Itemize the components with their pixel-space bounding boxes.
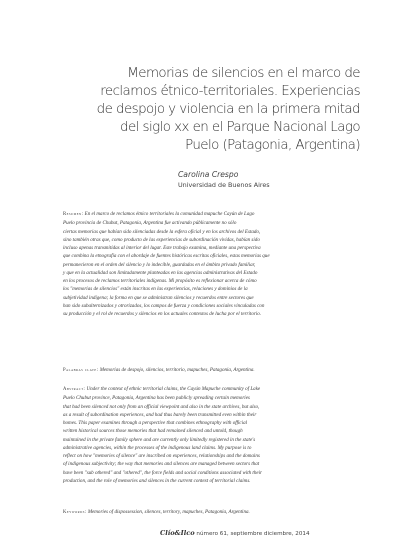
resumen-line: ciertas memorias que habían sido silenciadas desde la esfera oficial y en los archivos del Estado, [63,228,261,235]
resumen-line: en los procesos de reclamos territoriales indígenas. Mi propósito es reflexionar acerca de cómo [63,278,257,284]
author-affiliation: Universidad de Buenos Aires [178,181,270,189]
abstract-line: Puelo Chubut province, Patagonia, Argentina has been publicly spreading certain memories [63,395,250,402]
resumen-line: que combina la etnografía con el abordaje de fuentes históricas escritas oficiales, estas memorias que [63,253,270,260]
resumen-line: Resumen: En el marco de reclamos étnico territoriales la comunidad mapuche Cayún de Lago [63,211,255,217]
abstract-line: written historical sources those memories that had remained silenced and untold, though [63,428,243,435]
keywords-text: Memories of dispossession, silences, territory, mapuches, Patagonia, Argentina. [87,509,250,515]
abstract-line: maintained in the private family sphere and are currently only limitedly registered in the state's [63,436,256,443]
resumen-line: sino también otras que, como producto de las experiencias de subordinación vividas, habían sido [63,236,260,243]
palabras-clave-text: Memorias de despojo, silencios, territorio, mapuches, Patagonia, Argentina. [99,367,255,373]
abstract-line: of indigenous subjectivity; the way that memories and silences are managed between sectors that [63,461,260,468]
author-block [178,170,378,190]
palabras-clave-block [63,366,338,375]
issue-info: número 61, septiembre diciembre, 2014 [196,531,310,537]
journal-logo: Clío&Ilco [160,529,195,537]
abstract-block [63,385,338,485]
resumen-label: Resumen: [63,212,84,217]
author-name: Carolina Crespo [178,170,239,179]
page-footer [160,529,360,537]
abstract-line: reflect on how "memories of silence" are inscribed on experiences, relationships and the domains [63,453,260,459]
abstract-line: that had been silenced not only from an official viewpoint and also in the state archives, but also, [63,403,260,410]
resumen-line: subjetividad indígena; la forma en que se administran silencios y recuerdos entre sectores que [63,294,254,301]
resumen-line: y que en la actualidad son limitadamente planteadas en las agencias administrativas del Estado [63,269,258,276]
resumen-line: su producción y el rol de recuerdos y silencios en los actuales contextos de lucha por el territorio. [63,311,262,317]
title-line: reclamos étnico-territoriales. Experiencias [100,84,360,99]
resumen-line: Puelo provincia de Chubut, Patagonia, Argentina fue activando públicamente no sólo [63,220,237,227]
title-line: de despojo y violencia en la primera mitad [96,102,360,117]
abstract-line: Abstract: Under the context of ethnic territorial claims, the Cayún Mapuche community of Lake [63,386,261,392]
abstract-line: production, and the role of memories and silences in the current context of territorial claims. [63,477,251,484]
resumen-block [63,210,338,318]
abstract-line: as a result of subordination experiences, and had thus barely been transmitted even within their [63,411,257,418]
abstract-line: administrative agencies, within the processes of the indigenous land claims. My purpose is to [63,444,252,451]
palabras-clave-label: Palabras clave: [63,368,99,373]
resumen-line: permanecieron en el orden del silencio y lo indecible, guardadas en el ámbito privado familiar, [63,261,256,268]
resumen-line: los "memorias de silencios" están inscritas en las experiencias, relaciones y dominios de la [63,286,248,293]
title-line: Puelo (Patagonia, Argentina) [185,138,360,153]
resumen-line: han sido subalternizados y otrorizados, los campos de fuerza y condiciones sociales vinculadas con [63,302,265,309]
title-line: del siglo xx en el Parque Nacional Lago [120,120,360,135]
keywords-block [63,508,338,517]
abstract-line: have been "sub othered" and "othered", the force fields and social conditions associated with their [63,469,262,476]
resumen-line: incluso apenas transmitidas al interior del lugar. Este trabajo examina, mediante una perspectiva [63,245,261,251]
keywords-label: Keywords: [63,510,87,515]
abstract-label: Abstract: [63,387,86,392]
title-line: Memorias de silencios en el marco de [127,66,360,81]
abstract-line: homes. This paper examines through a perspective that combines ethnography with official [63,420,247,426]
article-title [48,65,360,155]
